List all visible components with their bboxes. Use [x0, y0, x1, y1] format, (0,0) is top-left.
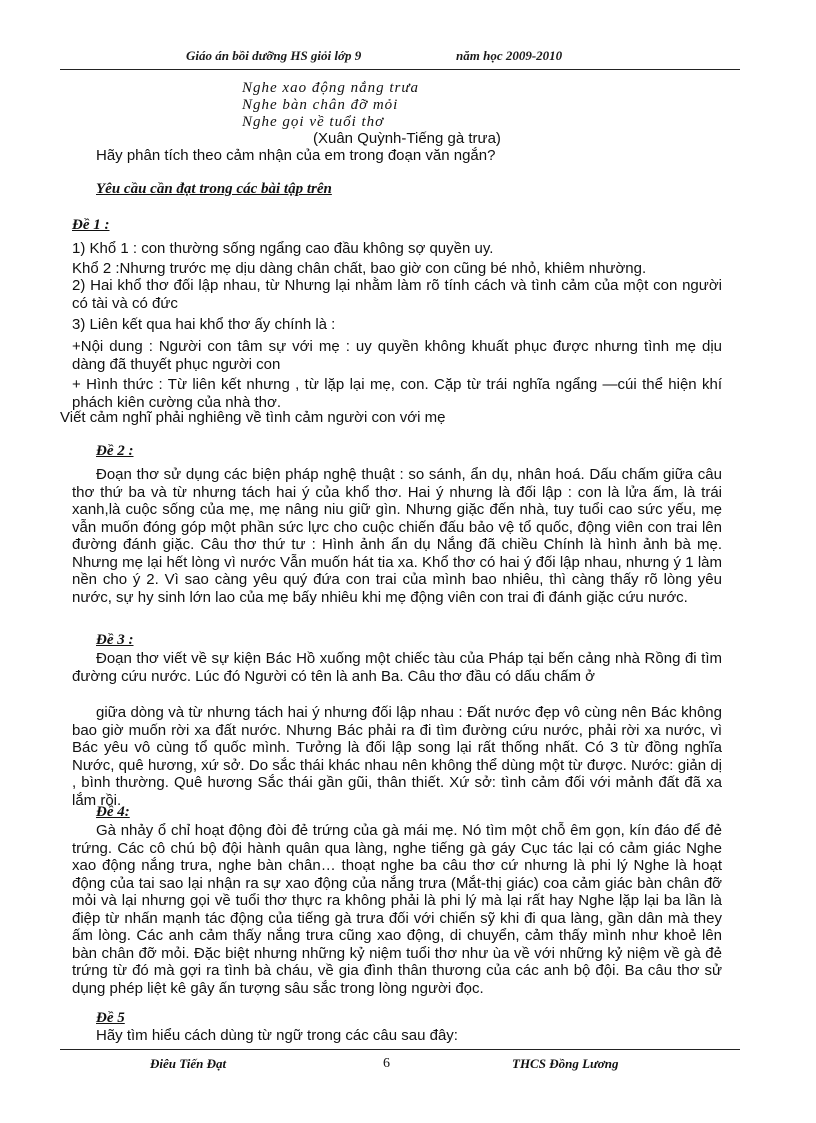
header-right: năm học 2009-2010 — [456, 48, 563, 63]
poem-line-1: Nghe xao động nắng trưa — [242, 80, 420, 96]
de1-p3: 2) Hai khổ thơ đối lập nhau, từ Nhưng lại nhằm làm rõ tính cách và tình cảm của một con người có tài và có đức — [72, 277, 722, 312]
de2-body: Đoạn thơ sử dụng các biện pháp nghệ thuật : so sánh, ẩn dụ, nhân hoá. Dấu chấm giữa câu thơ thứ ba và từ nhưng tách hai ý của khổ thơ. Hai ý nhưng là đối lập : con là lửa ấm, là trái xanh,là cuộc sống của mẹ, mẹ nâng niu giữ gìn. Nhưng giặc đến nhà, tuy tuổi cao sức yếu, mẹ vẫn muốn đóng góp một phần sức lực cho cuộc chiến đấu bảo vệ tổ quốc, động viên con trai lên đường đánh giặc. Câu thơ thứ tư : Hình ảnh ẩn dụ Nắng đã chiều Chính là hình ảnh bà mẹ. Nhưng mẹ lại hết lòng vì nước Vẫn muốn hát tia xa. Khổ thơ có hai ý đối lập nhau, nhưng ý 1 làm nền cho ý 2. Vì sao càng yêu quý đứa con trai của mình bao nhiêu, thì càng thấy rõ lòng yêu nước, sự hy sinh lớn lao của mẹ bấy nhiêu khi mẹ động viên con trai đi đánh giặc cứu nước. — [72, 466, 722, 606]
de3-title: Đề 3 : — [96, 632, 134, 648]
requirements-title: Yêu cầu cần đạt trong các bài tập trên — [96, 181, 332, 197]
header-rule — [60, 69, 740, 70]
page-number: 6 — [383, 1056, 390, 1071]
de1-p6: + Hình thức : Từ liên kết nhưng , từ lặp lại mẹ, con. Cặp từ trái nghĩa ngẩng —cúi thể hiện khí phách kiên cường của nhà thơ. — [72, 376, 722, 411]
de3-body-2: giữa dòng và từ nhưng tách hai ý nhưng đối lập nhau : Đất nước đẹp vô cùng nên Bác không bao giờ muốn rời xa đất nước. Nhưng Bác phải ra đi tìm đường cứu nước, phải rời xa nước, vì Bác yêu vô cùng tổ quốc mình. Tưởng là đối lập song lại rất thống nhất. Có 3 từ đồng nghĩa Nước, quê hương, xứ sở. Do sắc thái khác nhau nên không thể dùng một từ được. Nước: giản dị , bình thường. Quê hương Sắc thái gần gũi, thân thiết. Xứ sở: tình cảm đối với mảnh đất đã xa lắm rồi. — [72, 704, 722, 809]
poem-source: (Xuân Quỳnh-Tiếng gà trưa) — [313, 130, 501, 147]
poem-line-3: Nghe gọi về tuổi thơ — [242, 114, 385, 130]
de1-p7: Viết cảm nghĩ phải nghiêng về tình cảm người con với mẹ — [60, 409, 446, 426]
footer-school: THCS Đồng Lương — [512, 1056, 619, 1071]
de3-body-1: Đoạn thơ viết về sự kiện Bác Hồ xuống một chiếc tàu của Pháp tại bến cảng nhà Rồng đi tìm đường cứu nước. Lúc đó Người có tên là anh Ba. Câu thơ đầu có dấu chấm ở — [72, 650, 722, 685]
de4-body: Gà nhảy ổ chỉ hoạt động đòi đẻ trứng của gà mái mẹ. Nó tìm một chỗ êm gọn, kín đáo để đẻ trứng. Các cô chú bộ đội hành quân qua làng, nghe tiếng gà gáy Cục tác lại có cảm giác Nghe xao động nắng trưa, nghe bàn chân… thoạt nghe ba câu thơ cứ nhưng là phi lý Nghe là hoạt động của tai sao lại nhận ra sự xao động của nắng trưa (Mắt-thị giác) coa cảm giác bàn chân đỡ mỏi và lại nhưng gọi về tuổi thơ thực ra không phải là phi lý mà lại rất hay Nghe lặp lại ba lần là điệp từ nhấn mạnh tác động của tiếng gà trưa đối với chiến sỹ khi đi qua làng, gần dân mà they ấm lòng. Các anh cảm thấy nắng trưa cũng xao động, di chuyển, cảm thấy mình như khoẻ lên bàn chân đỡ mỏi. Đặc biệt nhưng những kỷ niệm tuổi thơ như ùa về với những kỷ niệm về gà đẻ trứng từ đó mà gợi ra tình bà cháu, về gia đình thân thương của các anh bộ đội. Ba câu thơ sử dụng phép liệt kê gây ấn tượng sâu sắc trong lòng người đọc. — [72, 822, 722, 997]
de5-body: Hãy tìm hiểu cách dùng từ ngữ trong các câu sau đây: — [96, 1027, 458, 1044]
de5-title: Đề 5 — [96, 1010, 125, 1026]
de1-p1: 1) Khổ 1 : con thường sống ngẩng cao đầu không sợ quyền uy. — [72, 240, 494, 257]
footer-author: Điêu Tiến Đạt — [150, 1056, 227, 1071]
page-header — [60, 48, 740, 68]
poem-line-2: Nghe bàn chân đỡ mỏi — [242, 97, 399, 113]
de4-title: Đề 4: — [96, 804, 130, 820]
de1-p5: +Nội dung : Người con tâm sự với mẹ : uy quyền không khuất phục được nhưng tình mẹ dịu dàng đã thuyết phục người con — [72, 338, 722, 373]
de1-p4: 3) Liên kết qua hai khổ thơ ấy chính là : — [72, 316, 336, 333]
header-left: Giáo án bồi dưỡng HS giỏi lớp 9 — [186, 48, 362, 63]
footer-rule — [60, 1049, 740, 1050]
de1-p2: Khổ 2 :Nhưng trước mẹ dịu dàng chân chất, bao giờ con cũng bé nhỏ, khiêm nhường. — [72, 260, 647, 277]
poem-question: Hãy phân tích theo cảm nhận của em trong đoạn văn ngắn? — [96, 147, 496, 164]
de1-title: Đề 1 : — [72, 217, 110, 233]
de2-title: Đề 2 : — [96, 443, 134, 459]
